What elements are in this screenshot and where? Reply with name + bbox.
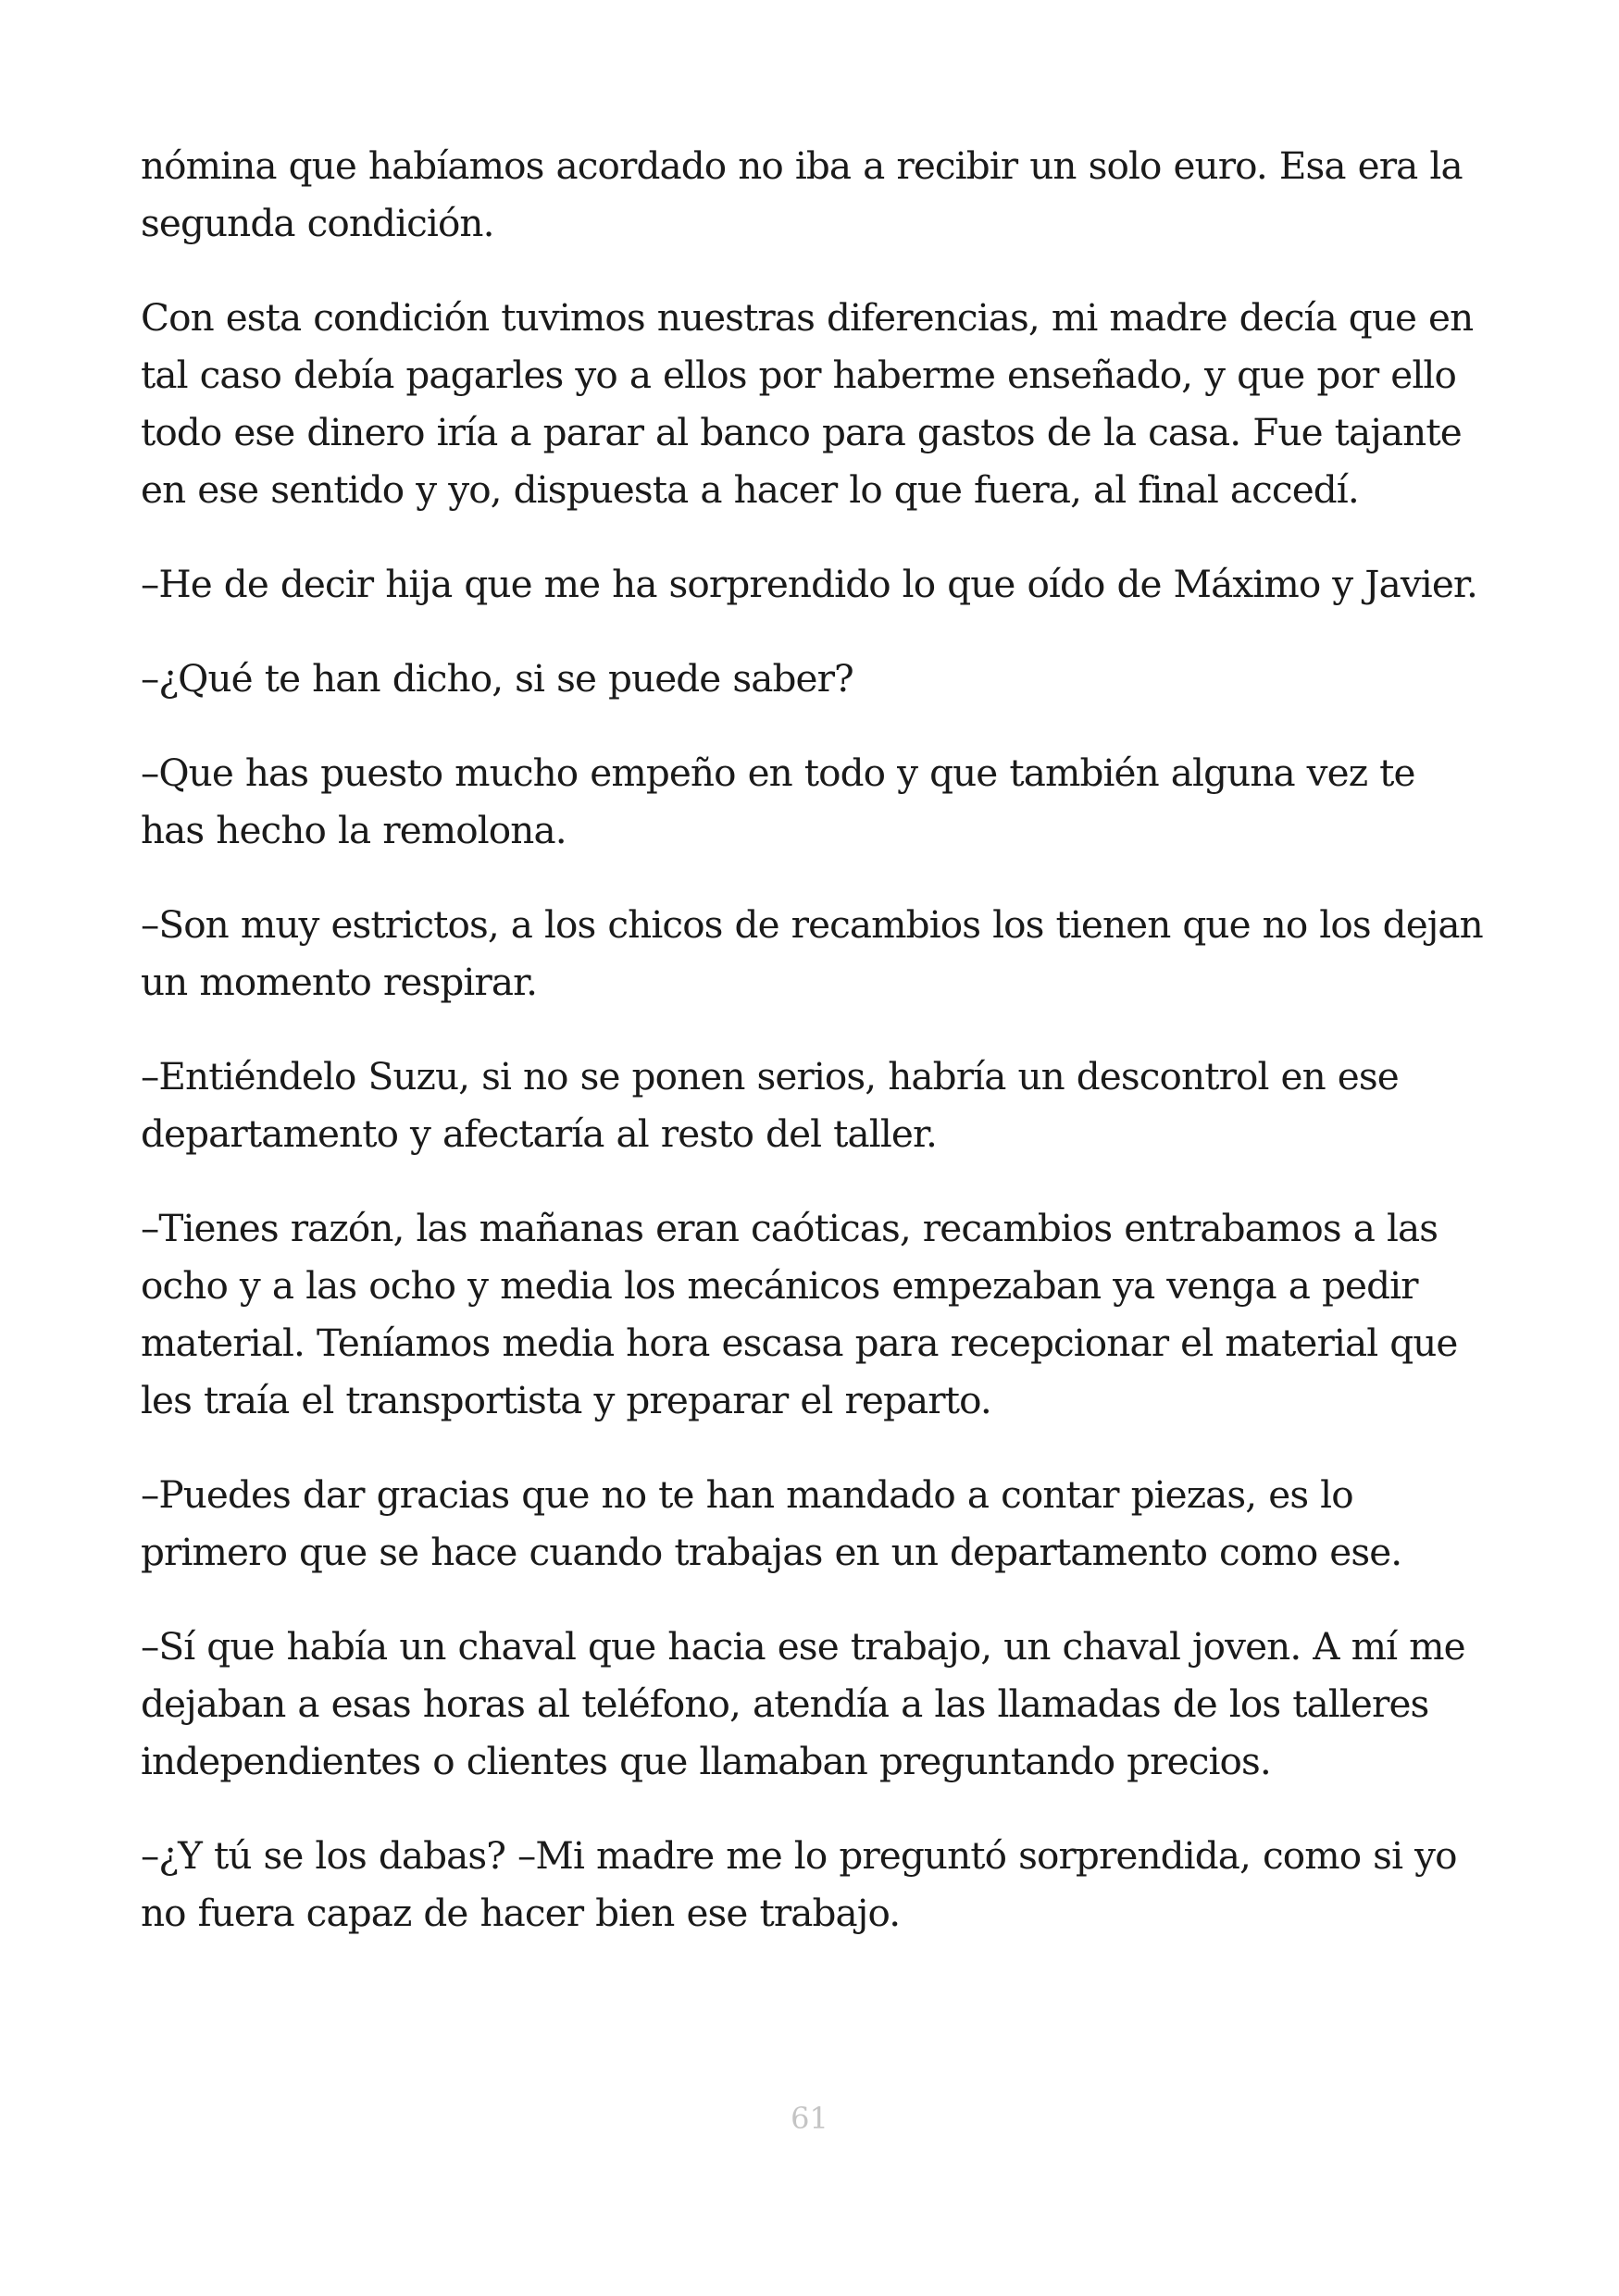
paragraph: –Sí que había un chaval que hacia ese trabajo, un chaval joven. A mí me dejaban a esas horas al teléfono, atendía a las llamadas de los talleres independientes o clientes que llamaban preguntando precios.	[141, 1624, 1465, 1783]
body-text	[141, 137, 1483, 1979]
paragraph: –Son muy estrictos, a los chicos de recambios los tienen que no los dejan un momento respirar.	[141, 902, 1483, 1004]
paragraph: nómina que habíamos acordado no iba a recibir un solo euro. Esa era la segunda condición.	[141, 143, 1463, 245]
paragraph: –He de decir hija que me ha sorprendido lo que oído de Máximo y Javier.	[141, 562, 1477, 606]
paragraph: –¿Y tú se los dabas? –Mi madre me lo preguntó sorprendida, como si yo no fuera capaz de hacer bien ese trabajo.	[141, 1833, 1457, 1935]
page-number: 61	[791, 2101, 828, 2136]
paragraph: –Entiéndelo Suzu, si no se ponen serios, habría un descontrol en ese departamento y afectaría al resto del taller.	[141, 1054, 1399, 1156]
paragraph: –Que has puesto mucho empeño en todo y que también alguna vez te has hecho la remolona.	[141, 751, 1415, 852]
paragraph: –¿Qué te han dicho, si se puede saber?	[141, 656, 853, 701]
paragraph: –Puedes dar gracias que no te han mandado a contar piezas, es lo primero que se hace cuando trabajas en un departamento como ese.	[141, 1472, 1402, 1574]
paragraph: –Tienes razón, las mañanas eran caóticas, recambios entrabamos a las ocho y a las ocho y media los mecánicos empezaban ya venga a pedir material. Teníamos media hora escasa para recepcionar el material que les traía el transportista y preparar el reparto.	[141, 1206, 1458, 1422]
paragraph: Con esta condición tuvimos nuestras diferencias, mi madre decía que en tal caso debía pagarles yo a ellos por haberme enseñado, y que por ello todo ese dinero iría a parar al banco para gastos de la casa. Fue tajante en ese sentido y yo, dispuesta a hacer lo que fuera, al final accedí.	[141, 295, 1474, 512]
